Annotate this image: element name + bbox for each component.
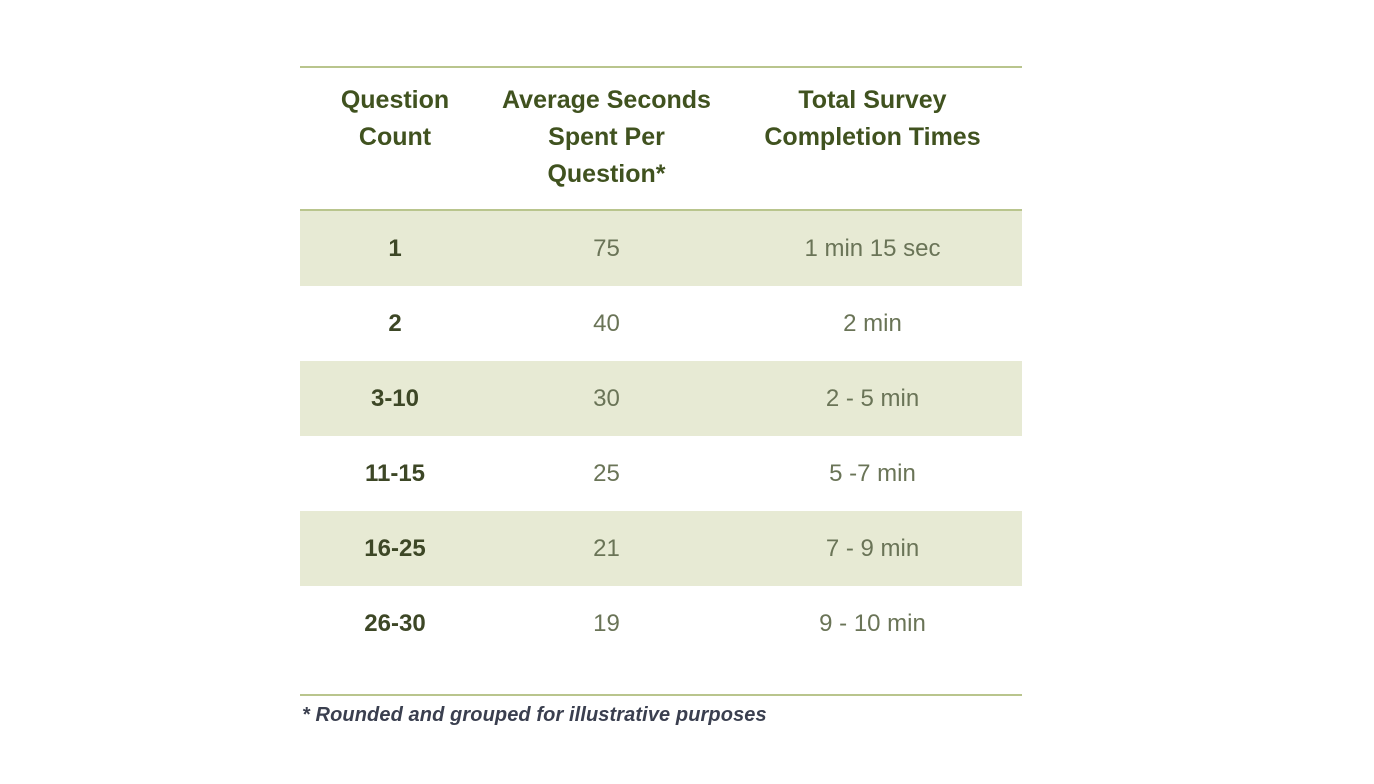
table-body [300, 210, 1022, 661]
cell-average-seconds: 21 [490, 511, 723, 586]
cell-total-time: 2 - 5 min [723, 361, 1022, 436]
cell-average-seconds: 19 [593, 609, 620, 637]
cell-total-time: 2 min [843, 309, 902, 337]
cell-question-count: 16-25 [300, 511, 490, 586]
cell-average-seconds: 30 [490, 361, 723, 436]
column-header-average-seconds: Average Seconds Spent Per Question* [502, 86, 711, 188]
survey-times-table [300, 66, 1022, 661]
column-header-question-count: Question Count [340, 86, 450, 151]
footnote-text: * Rounded and grouped for illustrative purposes [302, 704, 767, 726]
column-header-total-times: Total Survey Completion Times [764, 86, 981, 151]
cell-average-seconds: 75 [490, 210, 723, 286]
cell-average-seconds: 40 [593, 309, 620, 337]
cell-total-time: 9 - 10 min [819, 609, 926, 637]
cell-question-count: 3-10 [300, 361, 490, 436]
table-header-row [300, 67, 1022, 210]
table-row [300, 586, 1022, 661]
table-row [300, 210, 1022, 286]
cell-question-count: 11-15 [364, 459, 426, 487]
table-row [300, 436, 1022, 511]
table-header [300, 67, 1022, 210]
table-row [300, 286, 1022, 361]
cell-question-count: 1 [300, 210, 490, 286]
cell-question-count: 2 [388, 309, 402, 337]
footnote-divider [300, 694, 1022, 696]
survey-times-table-container [300, 66, 1022, 661]
table-row [300, 511, 1022, 586]
cell-question-count: 26-30 [364, 609, 426, 637]
cell-total-time: 5 -7 min [829, 459, 916, 487]
cell-total-time: 1 min 15 sec [723, 210, 1022, 286]
cell-average-seconds: 25 [593, 459, 620, 487]
cell-total-time: 7 - 9 min [723, 511, 1022, 586]
table-row [300, 361, 1022, 436]
